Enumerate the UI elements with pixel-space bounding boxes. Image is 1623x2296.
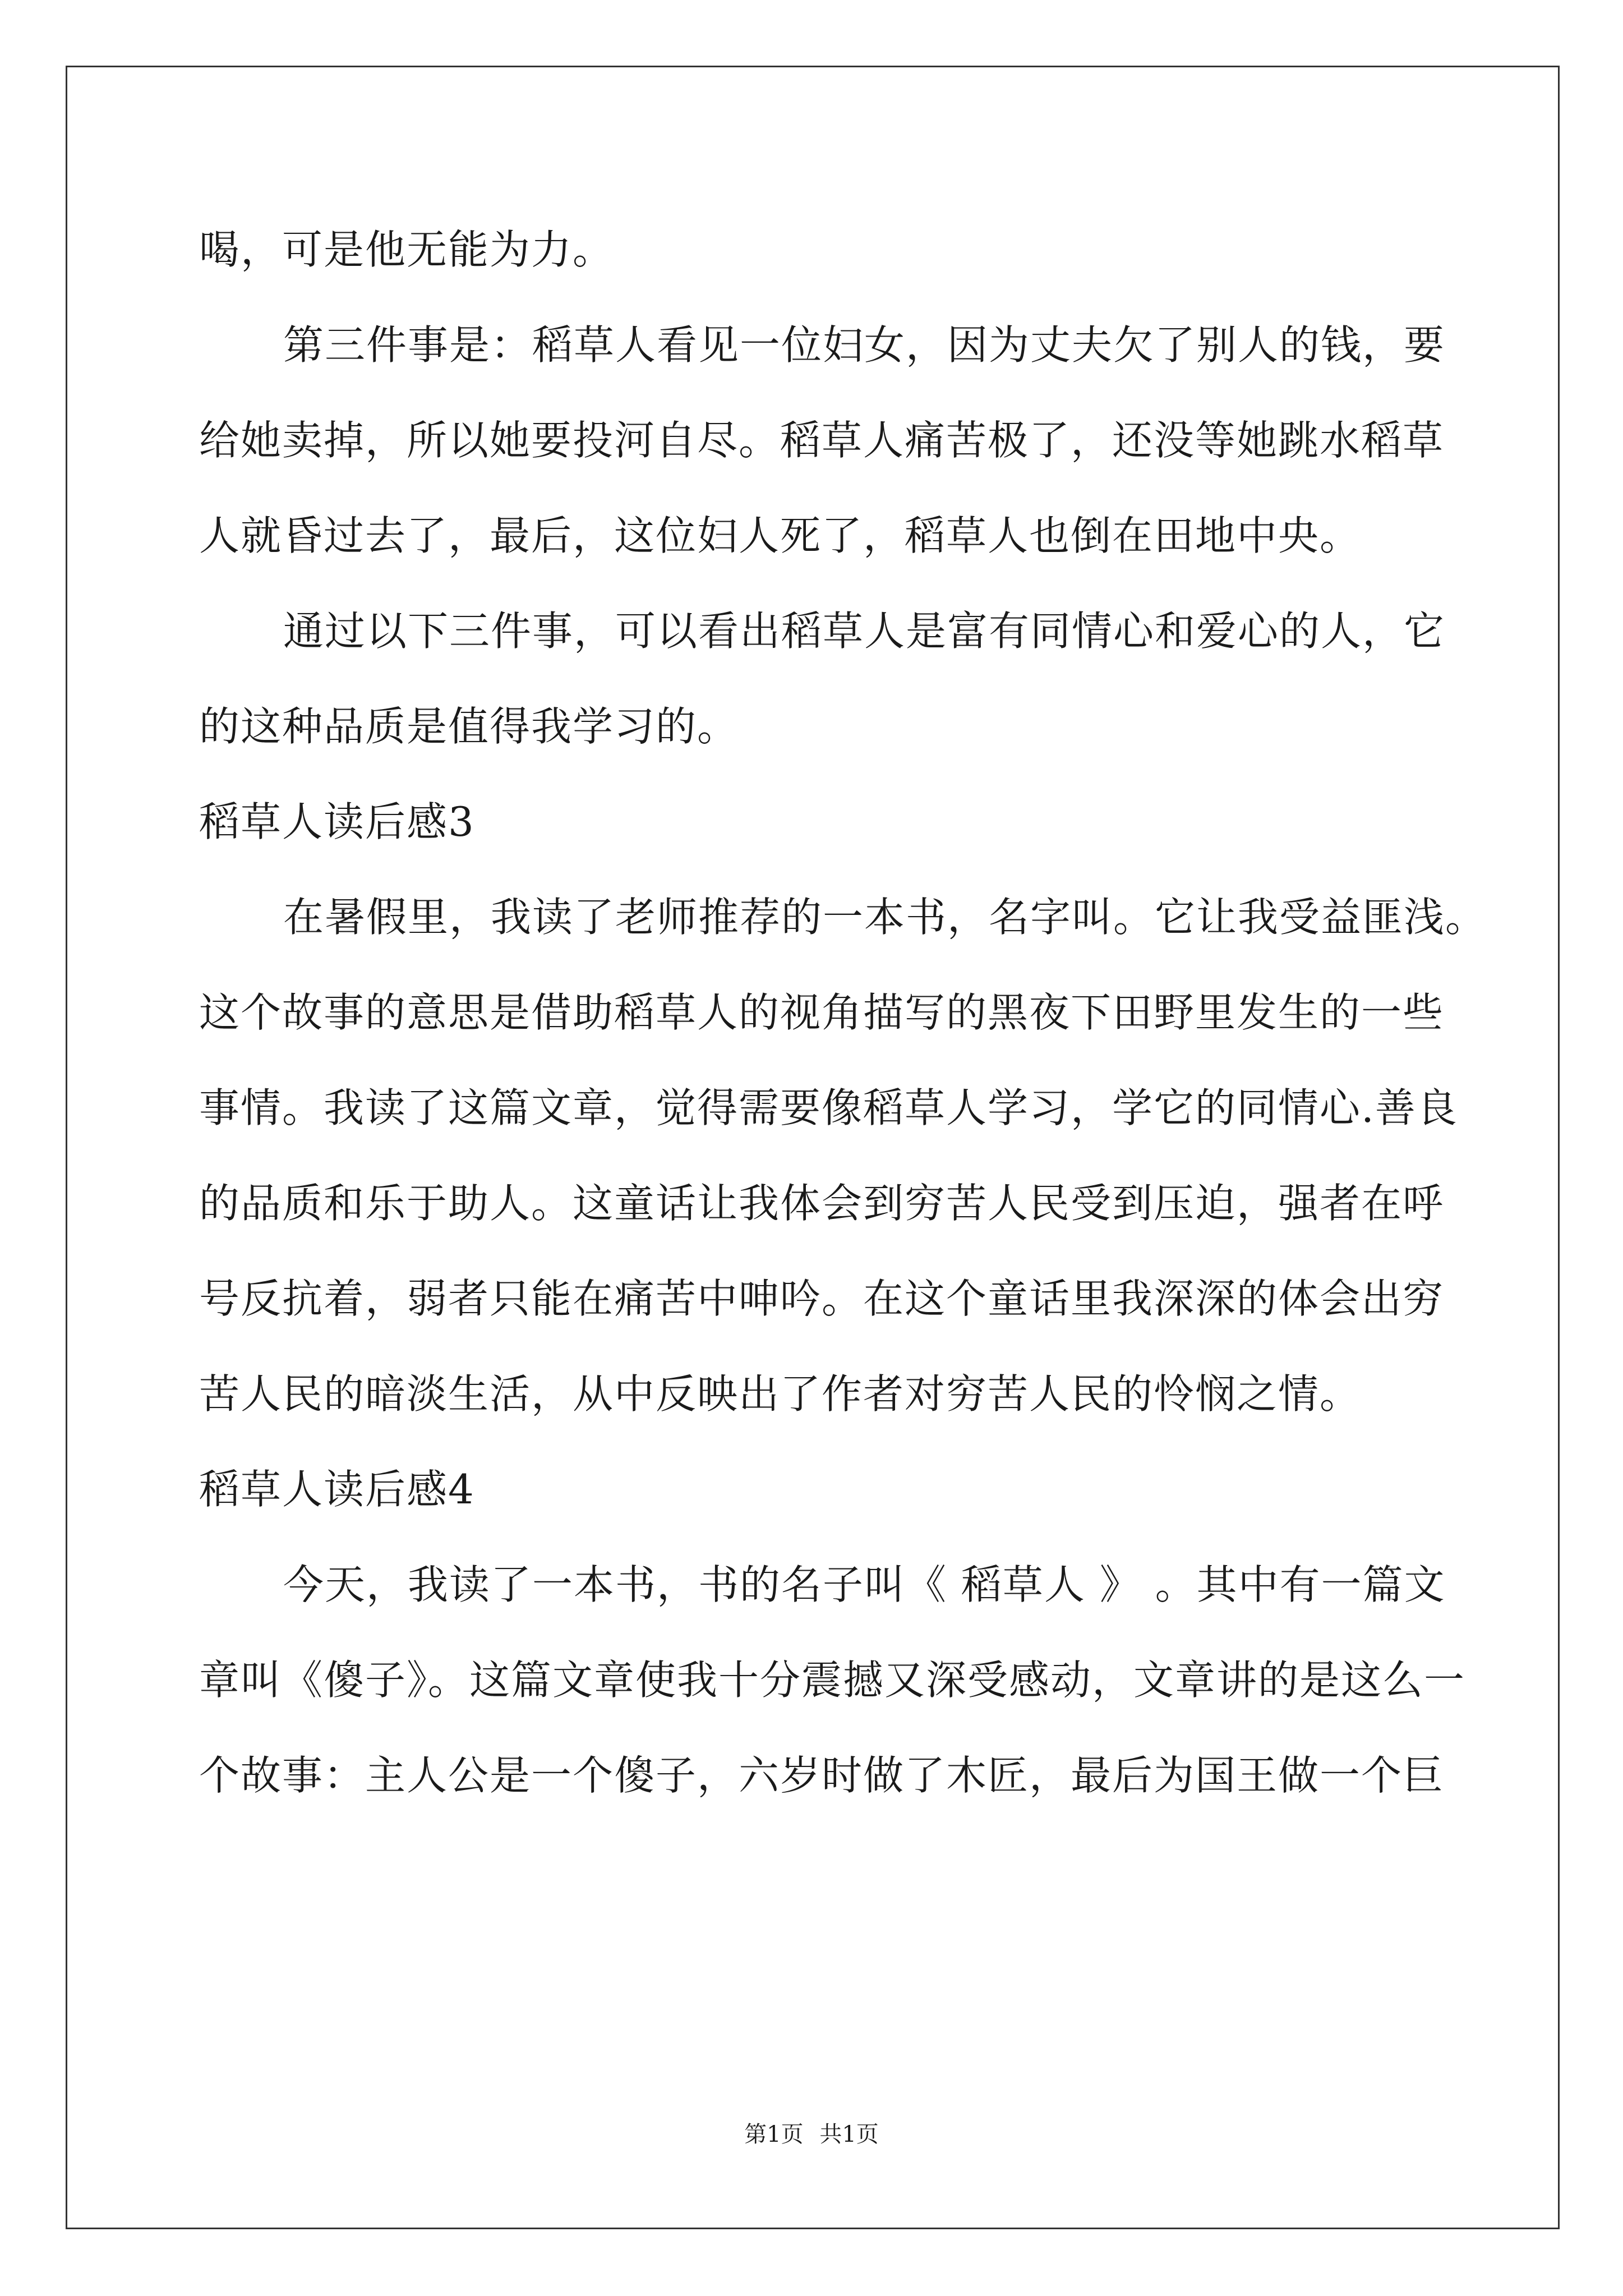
page-footer bbox=[0, 2118, 1623, 2151]
body-line: 的这种品质是值得我学习的。 bbox=[199, 703, 739, 750]
body-line: 个故事：主人公是一个傻子，六岁时做了木匠，最后为国王做一个巨 bbox=[199, 1752, 1445, 1799]
paragraph-start: 在暑假里，我读了老师推荐的一本书，名字叫。它让我受益匪浅。 bbox=[283, 894, 1487, 941]
body-line: 号反抗着，弱者只能在痛苦中呻吟。在这个童话里我深深的体会出穷 bbox=[199, 1275, 1445, 1322]
body-line: 章叫《傻子》。这篇文章使我十分震撼又深受感动，文章讲的是这么一 bbox=[199, 1657, 1466, 1704]
body-line: 喝，可是他无能为力。 bbox=[199, 226, 615, 273]
paragraph-start: 今天，我读了一本书，书的名子叫《 稻草人 》 。其中有一篇文 bbox=[283, 1561, 1446, 1608]
page-total: 共1页 bbox=[819, 2122, 879, 2147]
paragraph-start: 通过以下三件事，可以看出稻草人是富有同情心和爱心的人，它 bbox=[283, 608, 1446, 655]
body-line: 事情。我读了这篇文章，觉得需要像稻草人学习，学它的同情心.善良 bbox=[199, 1084, 1458, 1131]
paragraph-start: 第三件事是：稻草人看见一位妇女，因为丈夫欠了别人的钱，要 bbox=[283, 321, 1446, 369]
section-heading: 稻草人读后感3 bbox=[199, 798, 475, 845]
body-line: 这个故事的意思是借助稻草人的视角描写的黑夜下田野里发生的一些 bbox=[199, 989, 1445, 1036]
body-line: 苦人民的暗淡生活，从中反映出了作者对穷苦人民的怜悯之情。 bbox=[199, 1370, 1362, 1418]
document-body bbox=[199, 202, 1487, 1823]
section-heading: 稻草人读后感4 bbox=[199, 1466, 475, 1513]
page-number: 第1页 bbox=[744, 2122, 804, 2147]
body-line: 人就昏过去了，最后，这位妇人死了，稻草人也倒在田地中央。 bbox=[199, 512, 1362, 559]
body-line: 的品质和乐于助人。这童话让我体会到穷苦人民受到压迫，强者在呼 bbox=[199, 1180, 1445, 1227]
body-line: 给她卖掉，所以她要投河自尽。稻草人痛苦极了，还没等她跳水稻草 bbox=[199, 417, 1445, 464]
